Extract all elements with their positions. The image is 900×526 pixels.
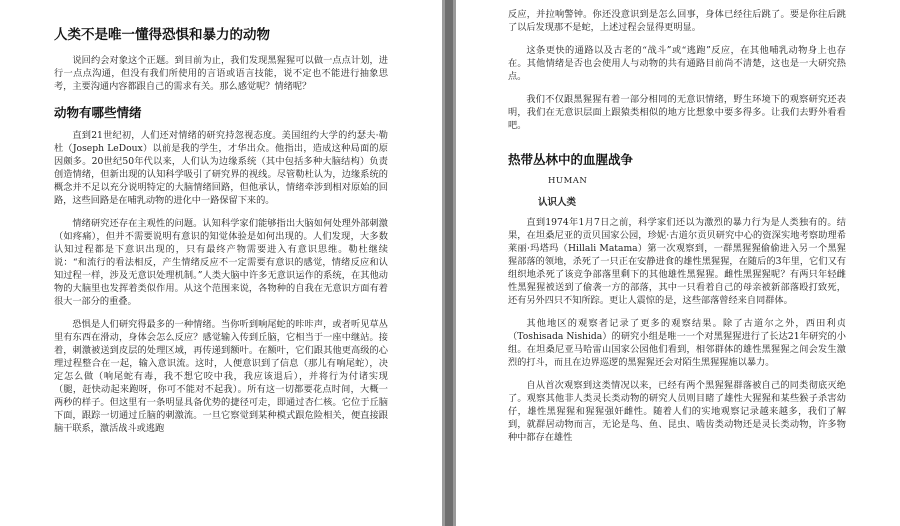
section-heading-emotions: 动物有哪些情绪 <box>54 105 142 120</box>
paragraph-fear: 恐惧是人们研究得最多的一种情绪。当你听到响尾蛇的咔咔声，或者听见草丛里有东西在滑动，身体会怎么反应？感觉输入传到丘脑，它相当于一座中继站。接着，刺激被送到皮层的处理区域，再传递到额叶。在额叶，它们跟其他更高级的心理过程整合在一起，输入意识流。这时，人便意识到了信息（那儿有响尾蛇），决定怎么做（响尾蛇有毒，我不想它咬中我，我应该退后），并将行为付诸实现（腿，赶快动起来跑呀，你可不能对不起我）。所有这一切都要花点时间，大概一两秒的样子。但这里有一条明显具备优势的捷径可走，即通过杏仁核。它位于丘脑下面，跟踪一切通过丘脑的刺激流。一旦它察觉到某种模式跟危险相关，便直接跟脑干联系，激活战斗或逃跑 <box>54 319 388 434</box>
page-gutter <box>442 0 456 526</box>
paragraph-nishida: 其他地区的观察者记录了更多的观察结果。除了古道尔之外，西田利贞（Toshisada Nishida）的研究小组是唯一一个对黑猩猩进行了长达21年研究的小组。在坦桑尼亚马哈雷山国家公园他们看到，相邻群体的雄性黑猩猩之间会发生激烈的打斗，而且在边界巡逻的黑猩猩还会对陌生黑猩猩施以暴力。 <box>508 318 846 368</box>
paragraph-intro: 说回约会对象这个正题。到目前为止，我们发现黑猩猩可以做一点点计划，进行一点点沟通，但没有我们所使用的言语或语言技能，说不定也不能进行抽象思考，主要沟通内容都跟自己的需求有关。那么感觉呢？情绪呢？ <box>54 55 388 92</box>
paragraph-gombe: 直到1974年1月7日之前，科学家们还以为激烈的暴力行为是人类独有的。结果，在坦桑尼亚的贡贝国家公园，珍妮·古道尔贡贝研究中心的资深实地考察助理希莱丽·玛塔玛（Hillali Matama）第一次观察到，一群黑猩猩偷偷进入另一个黑猩猩部落的领地，杀死了一只正在安静进食的雄性黑猩猩，在随后的3年里，它们又有组织地杀死了该竞争部落里剩下的其他雄性黑猩猩。雌性黑猩猩呢？有两只年轻雌性黑猩猩被送到了偷袭一方的部落，其中一只看着自己的母亲被新部落殴打致死，还有另外四只不知所踪。更让人震惊的是，这些部落曾经来自同群体。 <box>508 217 846 306</box>
page-title: 人类不是唯一懂得恐惧和暴力的动物 <box>54 27 270 43</box>
human-label: HUMAN <box>548 176 588 186</box>
left-page <box>0 0 442 526</box>
paragraph-fast-pathway: 这条更快的通路以及古老的“战斗”或“逃跑”反应，在其他哺乳动物身上也存在。其他情绪是否也会使用人与动物的共有通路目前尚不清楚，这也是一大研究热点。 <box>508 45 846 82</box>
paragraph-subjectivity: 情绪研究还存在主观性的问题。认知科学家们能够指出大脑如何处理外部刺激（如疼痛），但并不需要说明有意识的知觉体验是如何出现的。人们发现，大多数认知过程都是下意识出现的，只有最终产物需要进入有意识思维。勒杜继续说：“和流行的看法相反，产生情绪反应不一定需要有意识的感觉，情绪反应和认知过程一样，涉及无意识处理机制。”人类大脑中许多无意识运作的系统，在其他动物的大脑里也发挥着类似作用。从这个范围来说，各物种的自我在无意识方面有着很大一部分的重叠。 <box>54 218 388 307</box>
paragraph-field-studies: 我们不仅跟黑猩猩有着一部分相同的无意识情绪，野生环境下的观察研究还表明，我们在无意识层面上跟猿类相似的地方比想象中要多得多。让我们去野外看看吧。 <box>508 94 846 131</box>
subheading-knowing-humans: 认识人类 <box>538 197 577 208</box>
paragraph-continued: 反应，并拉响警钟。你还没意识到是怎么回事，身体已经往后跳了。要是你往后跳了以后发现那不是蛇，上述过程会显得更明显。 <box>508 9 846 33</box>
chapter-title: 热带丛林中的血腥战争 <box>508 152 634 167</box>
left-page-content <box>54 26 388 445</box>
right-page-content <box>508 8 846 454</box>
paragraph-emotion-research: 直到21世纪初，人们还对情绪的研究持忽视态度。美国纽约大学的约瑟夫·勒杜（Joseph LeDoux）以前是我的学生，才华出众。他指出，造成这种局面的原因颇多。20世纪50年代以来，人们认为边缘系统（其中包括多种大脑结构）负责创造情绪，但新出现的认知科学吸引了研究界的视线。尽管勒杜认为，边缘系统的概念并不足以充分说明特定的大脑情绪回路，但他承认，情绪牵涉到相对原始的回路，这些回路是在哺乳动物的进化中一路保留下来的。 <box>54 130 388 206</box>
right-page <box>456 0 900 526</box>
paragraph-extinction: 自从首次观察到这类情况以来，已经有两个黑猩猩群落被自己的同类彻底灭绝了。观察其他非人类灵长类动物的研究人员则目睹了雄性大猩猩和某些猴子杀害幼仔，雄性黑猩猩和猩猩强奸雌性。随着人们的实地观察记录越来越多，我们了解到，就群居动物而言，无论是鸟、鱼、昆虫、啮齿类动物还是灵长类动物，许多物种中都存在雄性 <box>508 380 846 443</box>
